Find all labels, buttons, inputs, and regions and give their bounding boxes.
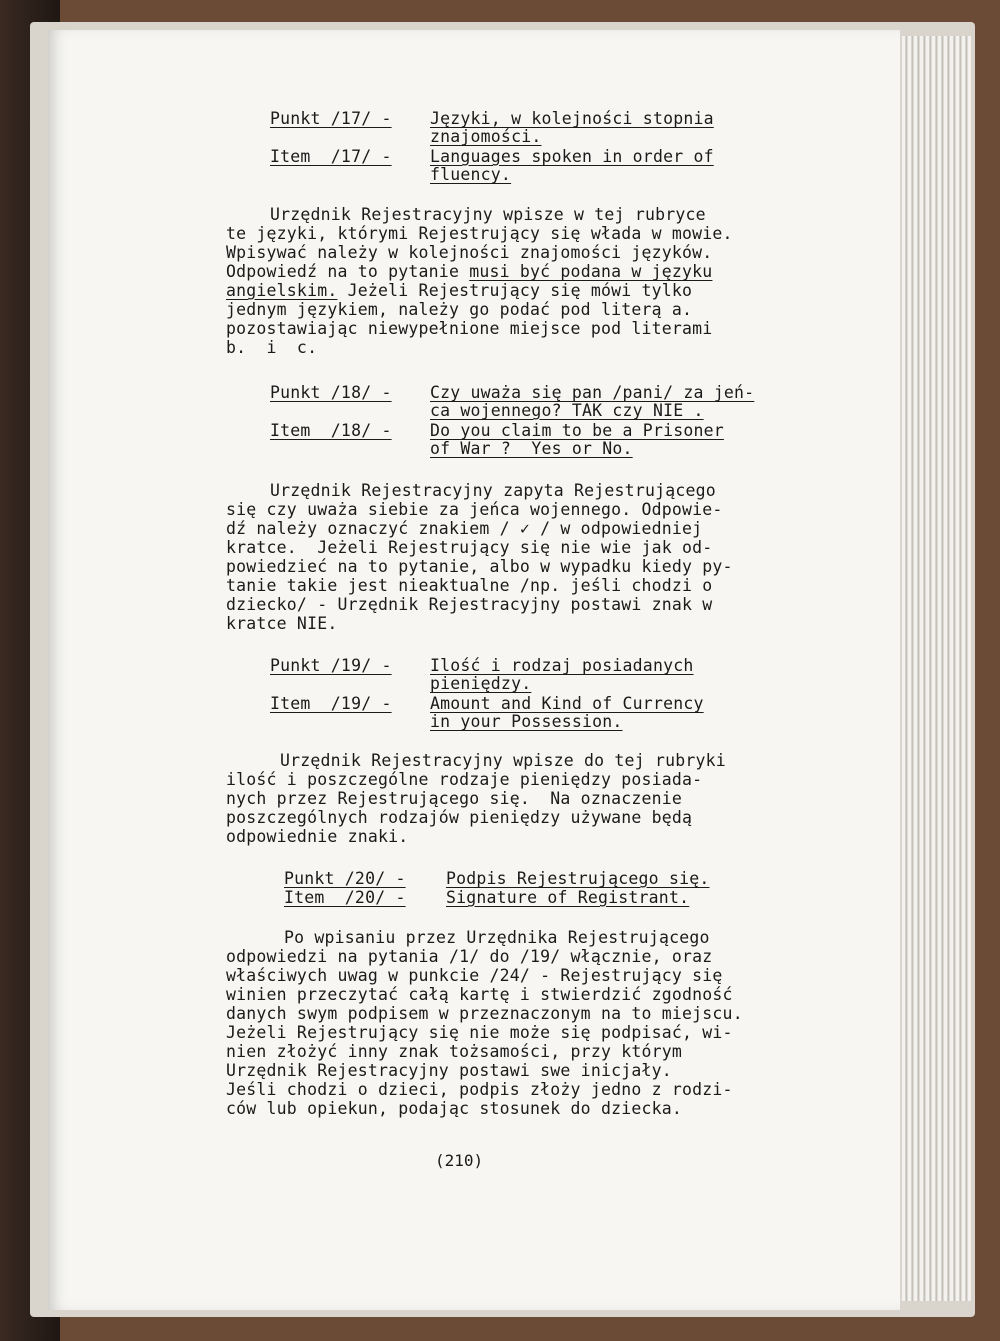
section-17-punkt-title-2: znajomości. bbox=[430, 127, 542, 146]
section-20-body-line: Po wpisaniu przez Urzędnika Rejestrującego bbox=[284, 928, 710, 947]
section-20-body-line: ców lub opiekun, podając stosunek do dziecka. bbox=[226, 1099, 683, 1118]
section-18-body-line: kratce NIE. bbox=[226, 614, 338, 633]
section-19-body-line: nych przez Rejestrującego się. Na oznaczenie bbox=[226, 789, 683, 808]
section-17-body-line: Urzędnik Rejestracyjny wpisze w tej rubryce bbox=[270, 205, 706, 224]
section-19-body-line: ilość i poszczególne rodzaje pieniędzy posiada- bbox=[226, 770, 703, 789]
section-18-body-line: kratce. Jeżeli Rejestrujący się nie wie jak od- bbox=[226, 538, 713, 557]
page-edges bbox=[902, 36, 972, 1301]
section-20-punkt-title: Podpis Rejestrującego się. bbox=[446, 869, 710, 888]
section-20-punkt-label: Punkt /20/ - bbox=[284, 869, 406, 888]
section-19-item-title-1: Amount and Kind of Currency bbox=[430, 694, 704, 713]
section-20-body-line: Jeżeli Rejestrujący się nie może się podpisać, wi- bbox=[226, 1023, 733, 1042]
section-18-punkt-label: Punkt /18/ - bbox=[270, 383, 392, 402]
section-19-item-title-2: in your Possession. bbox=[430, 712, 623, 731]
section-17-item-title-1: Languages spoken in order of bbox=[430, 147, 714, 166]
section-20-body-line: Urzędnik Rejestracyjny postawi swe inicjały. bbox=[226, 1061, 672, 1080]
section-19-punkt-title-2: pieniędzy. bbox=[430, 674, 532, 693]
section-18-body-line: Urzędnik Rejestracyjny zapyta Rejestrującego bbox=[270, 481, 716, 500]
section-20-body-line: winien przeczytać całą kartę i stwierdzić zgodność bbox=[226, 985, 733, 1004]
section-18-body-line: się czy uważa siebie za jeńca wojennego. Odpowie- bbox=[226, 500, 723, 519]
section-18-punkt-title-2: ca wojennego? TAK czy NIE . bbox=[430, 401, 704, 420]
section-19-body-line: poszczególnych rodzajów pieniędzy używane będą bbox=[226, 808, 693, 827]
section-19-body-line: odpowiednie znaki. bbox=[226, 827, 409, 846]
section-17-body-line: pozostawiając niewypełnione miejsce pod literami bbox=[226, 319, 713, 338]
section-20-body-line: nien złożyć inny znak tożsamości, przy którym bbox=[226, 1042, 683, 1061]
section-17-punkt-title-1: Języki, w kolejności stopnia bbox=[430, 109, 714, 128]
section-17-punkt-label: Punkt /17/ - bbox=[270, 109, 392, 128]
section-17-body-line: Odpowiedź na to pytanie musi być podana w języku bbox=[226, 262, 713, 281]
section-17-body-line: angielskim. Jeżeli Rejestrujący się mówi tylko bbox=[226, 281, 693, 300]
section-20-body-line: odpowiedzi na pytania /1/ do /19/ włącznie, oraz bbox=[226, 947, 713, 966]
document-page bbox=[48, 30, 900, 1310]
section-17-item-label: Item /17/ - bbox=[270, 147, 392, 166]
section-17-body-line: b. i c. bbox=[226, 338, 318, 357]
section-18-body-line: dziecko/ - Urzędnik Rejestracyjny postawi znak w bbox=[226, 595, 713, 614]
section-17-body-line: te języki, którymi Rejestrujący się włada w mowie. bbox=[226, 224, 733, 243]
section-20-body-line: Jeśli chodzi o dzieci, podpis złoży jedno z rodzi- bbox=[226, 1080, 733, 1099]
section-18-body-line: dź należy oznaczyć znakiem / ✓ / w odpowiedniej bbox=[226, 519, 703, 538]
section-19-body-line: Urzędnik Rejestracyjny wpisze do tej rubryki bbox=[280, 751, 726, 770]
section-18-item-label: Item /18/ - bbox=[270, 421, 392, 440]
section-18-body-line: powiedzieć na to pytanie, albo w wypadku kiedy py- bbox=[226, 557, 733, 576]
section-18-item-title-1: Do you claim to be a Prisoner bbox=[430, 421, 724, 440]
section-19-item-label: Item /19/ - bbox=[270, 694, 392, 713]
section-17-body-line: Wpisywać należy w kolejności znajomości języków. bbox=[226, 243, 713, 262]
section-18-item-title-2: of War ? Yes or No. bbox=[430, 439, 633, 458]
page-content bbox=[48, 30, 900, 1310]
section-19-punkt-label: Punkt /19/ - bbox=[270, 656, 392, 675]
section-20-body-line: danych swym podpisem w przeznaczonym na to miejscu. bbox=[226, 1004, 743, 1023]
section-19-punkt-title-1: Ilość i rodzaj posiadanych bbox=[430, 656, 694, 675]
section-17-body-line: jednym językiem, należy go podać pod literą a. bbox=[226, 300, 693, 319]
section-20-item-title: Signature of Registrant. bbox=[446, 888, 690, 907]
section-17-item-title-2: fluency. bbox=[430, 165, 512, 184]
page-number: (210) bbox=[435, 1151, 484, 1170]
section-18-punkt-title-1: Czy uważa się pan /pani/ za jeń- bbox=[430, 383, 755, 402]
section-20-body-line: właściwych uwag w punkcie /24/ - Rejestrujący się bbox=[226, 966, 723, 985]
section-20-item-label: Item /20/ - bbox=[284, 888, 406, 907]
section-18-body-line: tanie takie jest nieaktualne /np. jeśli chodzi o bbox=[226, 576, 713, 595]
